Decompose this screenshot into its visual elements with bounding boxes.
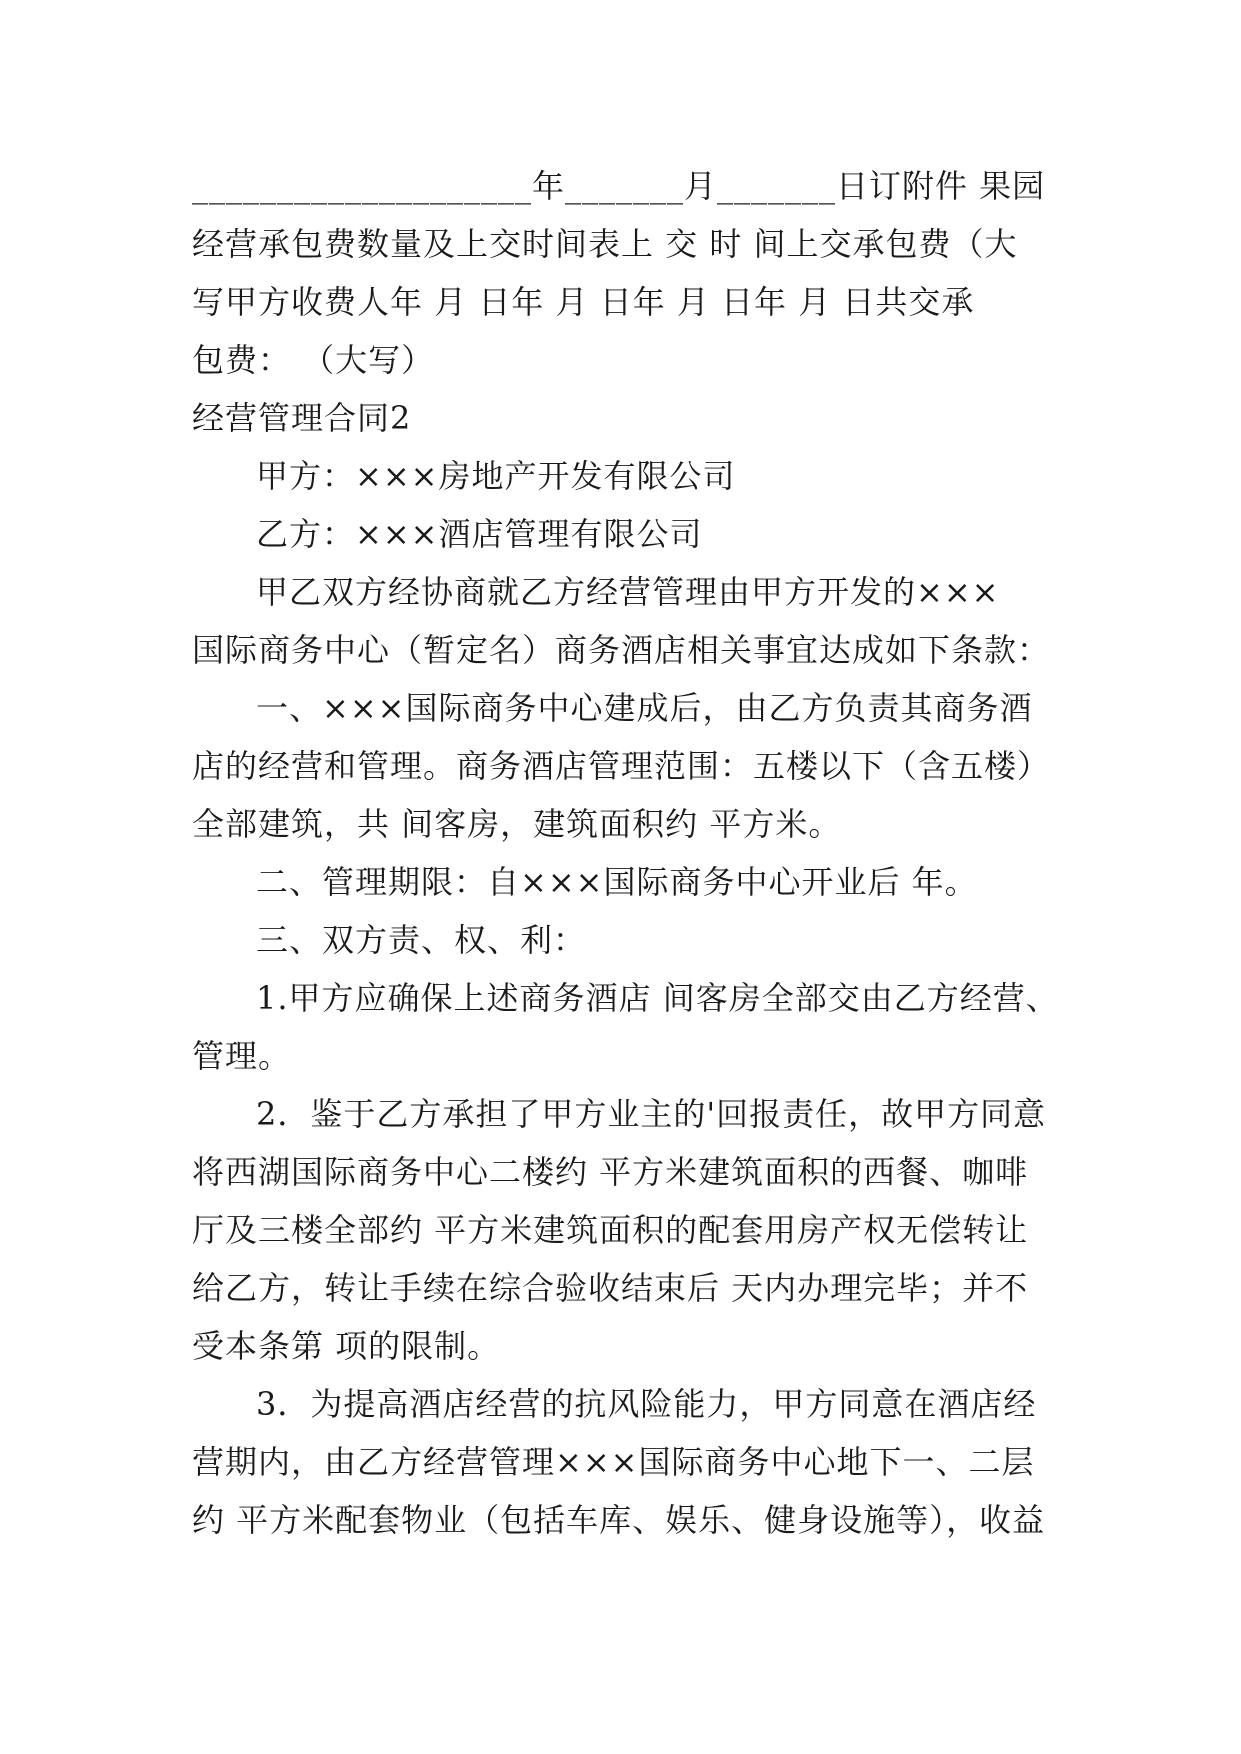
text-line: 国际商务中心（暂定名）商务酒店相关事宜达成如下条款： <box>192 631 1051 669</box>
clause-1: 一、×××国际商务中心建成后，由乙方负责其商务酒 <box>256 689 1033 727</box>
text-line: 店的经营和管理。商务酒店管理范围：五楼以下（含五楼） <box>192 747 1051 785</box>
text-line: 经营承包费数量及上交时间表上 交 时 间上交承包费（大 <box>192 225 1018 263</box>
sub-clause-3: 3．为提高酒店经营的抗风险能力，甲方同意在酒店经 <box>256 1385 1037 1423</box>
party-a: 甲方：×××房地产开发有限公司 <box>256 457 736 495</box>
text-line: ____________________年_______月_______日订附件 果园 <box>192 167 1046 205</box>
section-title: 经营管理合同2 <box>192 399 412 437</box>
sub-clause-1: 1.甲方应确保上述商务酒店 间客房全部交由乙方经营、 <box>256 979 1059 1017</box>
clause-3: 三、双方责、权、利： <box>256 921 587 959</box>
text-line: 给乙方，转让手续在综合验收结束后 天内办理完毕；并不 <box>192 1269 1029 1307</box>
text-line: 甲乙双方经协商就乙方经营管理由甲方开发的××× <box>256 573 1000 611</box>
text-line: 受本条第 项的限制。 <box>192 1327 501 1365</box>
clause-2: 二、管理期限：自×××国际商务中心开业后 年。 <box>256 863 978 901</box>
text-line: 厅及三楼全部约 平方米建筑面积的配套用房产权无偿转让 <box>192 1211 1029 1249</box>
text-line: 写甲方收费人年 月 日年 月 日年 月 日年 月 日共交承 <box>192 283 975 321</box>
text-line: 包费： （大写） <box>192 341 435 379</box>
text-line: 营期内，由乙方经营管理×××国际商务中心地下一、二层 <box>192 1443 1035 1481</box>
text-line: 约 平方米配套物业（包括车库、娱乐、健身设施等），收益 <box>192 1501 1046 1539</box>
text-line: 管理。 <box>192 1037 292 1075</box>
text-line: 全部建筑，共 间客房，建筑面积约 平方米。 <box>192 805 842 843</box>
party-b: 乙方：×××酒店管理有限公司 <box>256 515 703 553</box>
text-line: 将西湖国际商务中心二楼约 平方米建筑面积的西餐、咖啡 <box>192 1153 1029 1191</box>
sub-clause-2: 2．鉴于乙方承担了甲方业主的'回报责任，故甲方同意 <box>256 1095 1047 1133</box>
